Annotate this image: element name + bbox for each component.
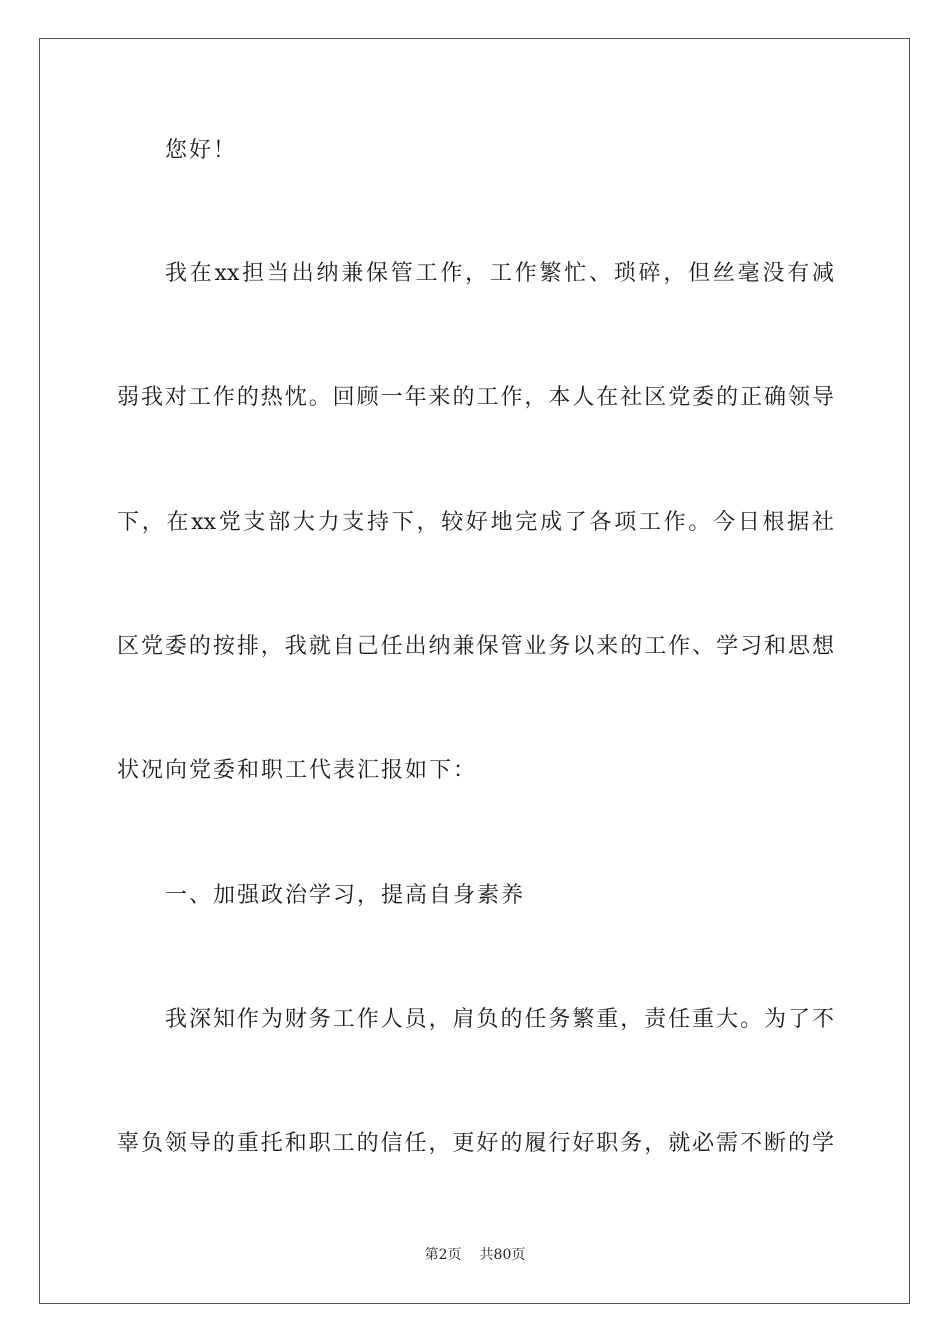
greeting-line: 您好！ (165, 138, 238, 163)
paragraph-line-5: 状况向党委和职工代表汇报如下： (117, 758, 478, 783)
section-heading: 一、加强政治学习，提高自身素养 (165, 883, 526, 908)
paragraph-line-1: 我在xx担当出纳兼保管工作，工作繁忙、琐碎，但丝毫没有减 (165, 261, 834, 286)
page-border (39, 38, 910, 1304)
paragraph-line-4: 区党委的按排，我就自己任出纳兼保管业务以来的工作、学习和思想 (117, 634, 834, 659)
paragraph-line-3: 下，在xx党支部大力支持下，较好地完成了各项工作。今日根据社 (117, 510, 834, 535)
page-footer (0, 1245, 950, 1265)
total-pages: 共80页 (479, 1247, 526, 1263)
paragraph-line-6: 我深知作为财务工作人员，肩负的任务繁重，责任重大。为了不 (165, 1007, 834, 1032)
paragraph-line-7: 辜负领导的重托和职工的信任，更好的履行好职务，就必需不断的学 (117, 1131, 834, 1156)
paragraph-line-2: 弱我对工作的热忱。回顾一年来的工作，本人在社区党委的正确领导 (117, 385, 834, 410)
page-number: 第2页 (424, 1247, 462, 1263)
